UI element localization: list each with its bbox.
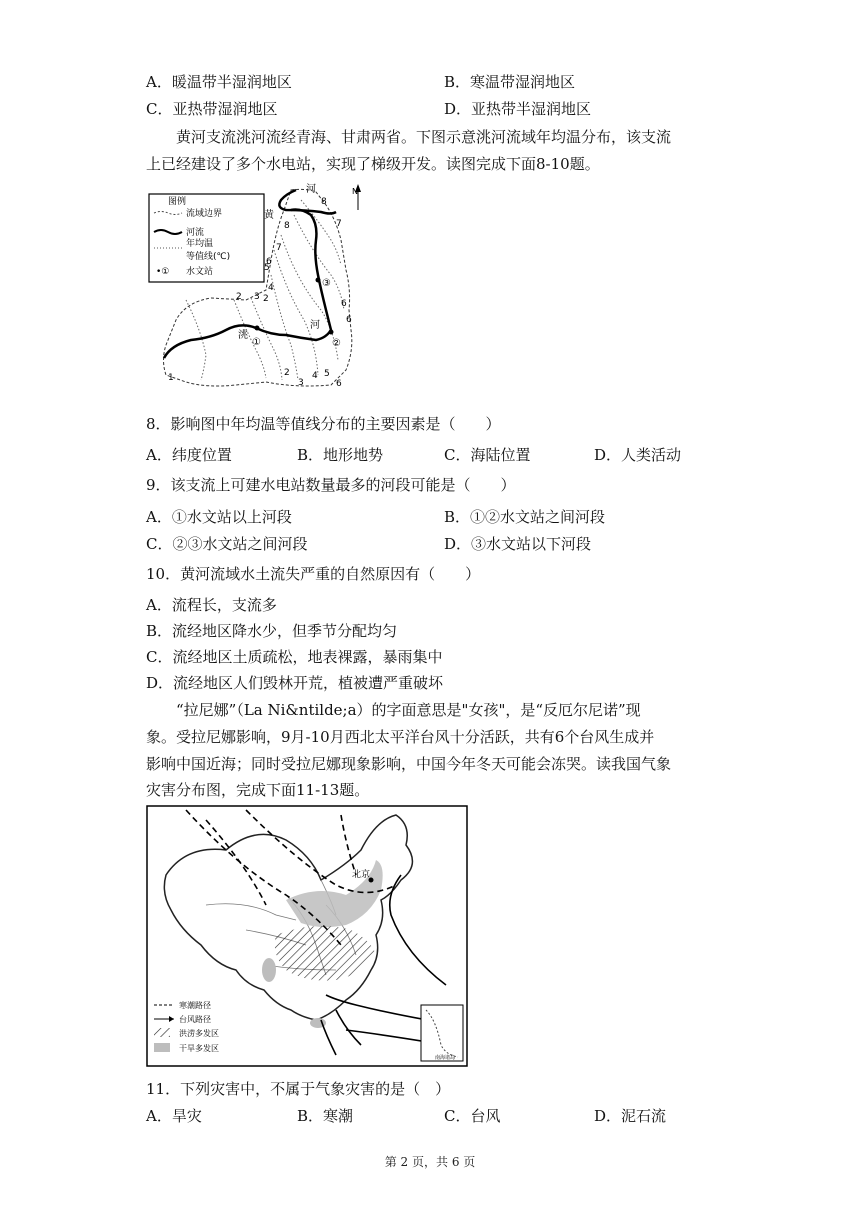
q11-option-c: C．台风 [444, 1107, 501, 1125]
q9-option-d: D．③水文站以下河段 [444, 535, 592, 553]
q8-option-b: B．地形地势 [297, 446, 384, 464]
station-3: ③ [322, 278, 331, 289]
q10-option-d: D．流经地区人们毁林开荒，植被遭严重破坏 [146, 674, 444, 692]
q8-option-c: C．海陆位置 [444, 446, 531, 464]
label-tao: 洮 [238, 330, 248, 341]
iso-3a: 3 [254, 292, 260, 302]
q7-option-b: B．寒温带湿润地区 [444, 73, 576, 91]
legend-river: 河流 [186, 228, 205, 238]
iso-1: 1 [168, 373, 174, 383]
q10-option-c: C．流经地区土质疏松，地表裸露，暴雨集中 [146, 648, 443, 666]
iso-6a: 6 [266, 257, 272, 267]
q11-option-a: A．旱灾 [146, 1107, 202, 1125]
china-disaster-map [146, 805, 468, 1067]
q11-option-b: B．寒潮 [297, 1107, 354, 1125]
q10-stem: 10．黄河流域水土流失严重的自然原因有（ ） [146, 565, 481, 583]
iso-8b: 8 [321, 197, 327, 207]
legend-isotherm-2: 等值线(℃) [186, 252, 231, 262]
label-huang: 黄 [264, 210, 274, 221]
intro-11-13-line2: 象。受拉尼娜影响，9月-10月西北太平洋台风十分活跃，共有6个台风生成并 [146, 728, 655, 746]
q11-option-d: D．泥石流 [594, 1107, 667, 1125]
legend-station-symbol: •① [156, 267, 170, 277]
iso-2c: 2 [284, 368, 290, 378]
iso-6b: 6 [336, 379, 342, 389]
q9-option-c: C．②③水文站之间河段 [146, 535, 308, 553]
iso-5b: 5 [324, 369, 330, 379]
intro-11-13-line1: “拉尼娜”（La Ni&ntilde;a）的字面意思是"女孩"，是“反厄尔尼诺”现 [176, 701, 641, 719]
legend-flood: 洪涝多发区 [179, 1029, 219, 1038]
legend-cold-wave: 寒潮路径 [179, 1001, 211, 1010]
q11-stem: 11．下列灾害中，不属于气象灾害的是（ ） [146, 1080, 451, 1098]
q8-option-d: D．人类活动 [594, 446, 682, 464]
legend-boundary: 流域边界 [186, 209, 223, 219]
iso-2b: 2 [263, 294, 269, 304]
q7-option-a: A．暖温带半湿润地区 [146, 73, 292, 91]
legend-typhoon: 台风路径 [179, 1015, 211, 1024]
label-he-top: 河 [306, 184, 316, 195]
iso-8a: 8 [284, 221, 290, 231]
intro-8-10-line1: 黄河支流洮河流经青海、甘肃两省。下图示意洮河流域年均温分布，该支流 [176, 128, 672, 146]
station-2: ② [332, 338, 341, 349]
q7-option-d: D．亚热带半湿润地区 [444, 100, 592, 118]
iso-3b: 3 [298, 378, 304, 388]
iso-5a: 5 [264, 263, 270, 273]
iso-4a: 4 [268, 283, 274, 293]
inset-label: 南海诸岛 [435, 1055, 456, 1061]
tao-river-map [146, 180, 366, 396]
page-footer: 第 2 页，共 6 页 [384, 1155, 476, 1169]
q7-option-c: C．亚热带湿润地区 [146, 100, 278, 118]
legend-drought: 干旱多发区 [179, 1044, 219, 1053]
q10-option-b: B．流经地区降水少，但季节分配均匀 [146, 622, 398, 640]
q10-option-a: A．流程长，支流多 [146, 596, 277, 614]
intro-11-13-line3: 影响中国近海；同时受拉尼娜现象影响，中国今年冬天可能会冻哭。读我国气象 [146, 755, 672, 773]
iso-2a: 2 [236, 292, 242, 302]
legend-isotherm-1: 年均温 [186, 239, 214, 249]
intro-11-13-line4: 灾害分布图，完成下面11-13题。 [146, 781, 370, 799]
q8-option-a: A．纬度位置 [146, 446, 232, 464]
north-label: N [352, 187, 358, 196]
iso-7a: 7 [276, 243, 282, 253]
iso-6c: 6 [341, 299, 347, 309]
q8-stem: 8．影响图中年均温等值线分布的主要因素是（ ） [146, 415, 501, 433]
iso-6d: 6 [346, 315, 352, 325]
q9-stem: 9．该支流上可建水电站数量最多的河段可能是（ ） [146, 476, 516, 494]
station-1: ① [252, 337, 261, 348]
legend-station: 水文站 [186, 267, 214, 277]
q9-option-b: B．①②水文站之间河段 [444, 508, 606, 526]
iso-4: 4 [312, 371, 318, 381]
q9-option-a: A．①水文站以上河段 [146, 508, 292, 526]
legend-title: 图例 [168, 197, 187, 207]
beijing-label: 北京 [352, 870, 371, 880]
iso-7b: 7 [336, 219, 342, 229]
intro-8-10-line2: 上已经建设了多个水电站，实现了梯级开发。读图完成下面8-10题。 [146, 155, 600, 173]
label-he-mid: 河 [310, 320, 320, 331]
